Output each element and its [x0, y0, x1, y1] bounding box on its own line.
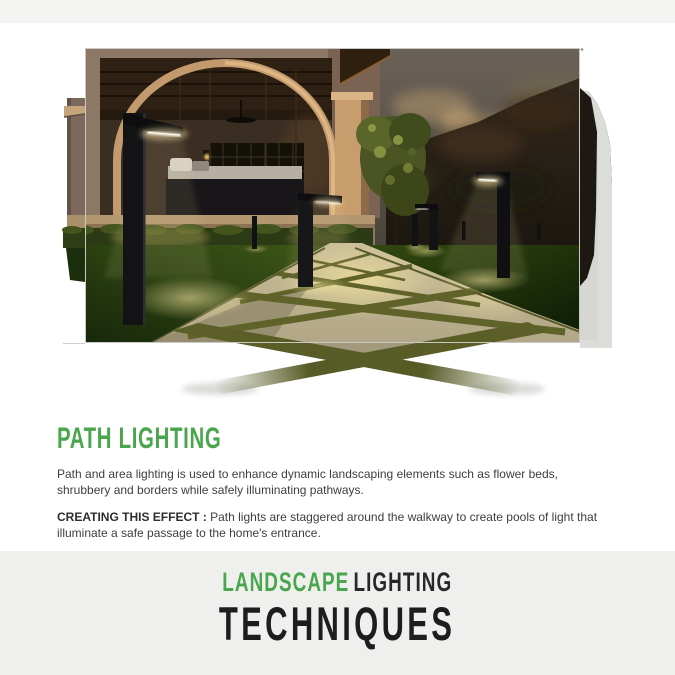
effect-line-1: Path lights are staggered around the walkway to create pools of light that: [210, 510, 598, 524]
top-band: [0, 0, 675, 23]
effect-paragraph: [57, 510, 647, 541]
hero-scene: [60, 40, 615, 400]
content-section: [57, 424, 647, 553]
page-title: PATH LIGHTING: [57, 422, 222, 455]
footer-brand-dark: LIGHTING: [353, 567, 453, 597]
building-popout-left: [62, 98, 85, 282]
body-line-2: shrubbery and borders while safely illuminating pathways.: [57, 482, 364, 497]
effect-label: CREATING THIS EFFECT :: [57, 510, 207, 524]
body-paragraph: [57, 467, 647, 498]
footer-brand-green: LANDSCAPE: [222, 567, 350, 597]
stake-light-right-1: [462, 221, 466, 240]
effect-line-2: illuminate a safe passage to the home's entrance.: [57, 525, 321, 540]
footer-band: [0, 551, 675, 675]
hero-image: [60, 40, 615, 400]
frame-pin: [581, 48, 584, 51]
body-line-1: Path and area lighting is used to enhance dynamic landscaping elements such as flower beds,: [57, 467, 558, 481]
footer-title-line2: TECHNIQUES: [219, 596, 456, 650]
footer-title-line1: [223, 568, 453, 598]
stake-light-right-2: [537, 223, 541, 240]
